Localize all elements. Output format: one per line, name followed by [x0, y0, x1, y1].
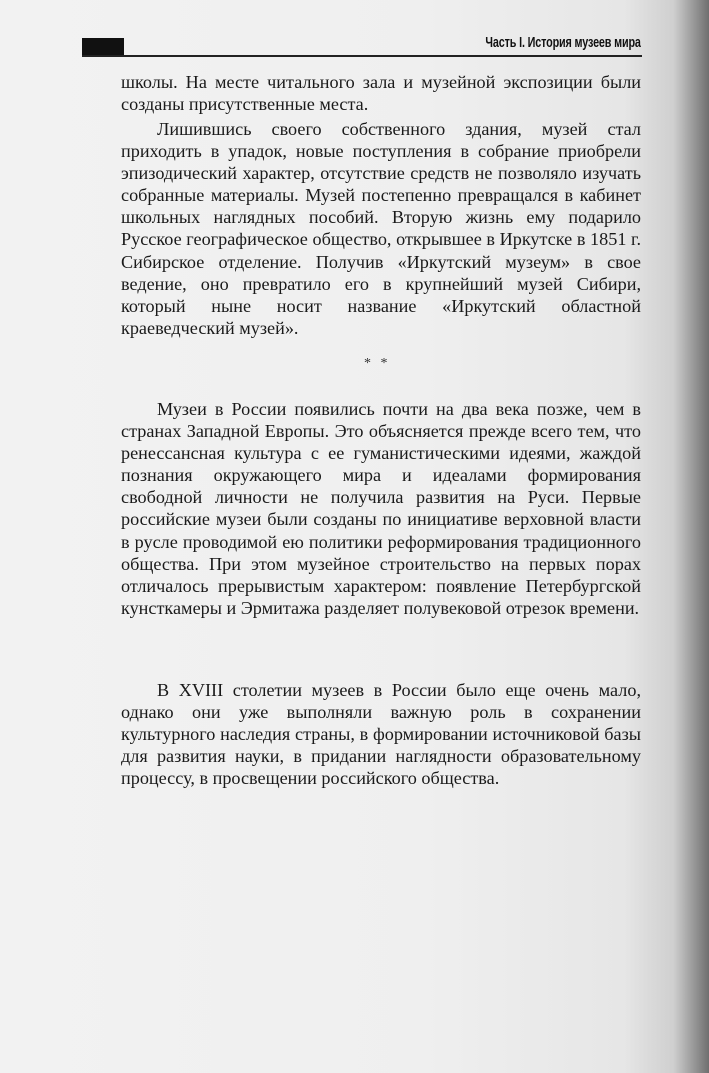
text-block-3 [121, 398, 641, 619]
paragraph-1: школы. На месте читального зала и музейной экспозиции были созданы присутственные места. [121, 72, 641, 115]
text-block-1 [121, 71, 641, 115]
paragraph-2: Лишившись своего собственного здания, музей стал приходить в упадок, новые поступления в собрание приобрели эпизодический характер, отсутствие средств не позволяло изучать собранные материалы. Музей постепенно превращался в кабинет школьных наглядных пособий. Вторую жизнь ему подарило Русское географическое общество, открывшее в Иркутске в 1851 г. Сибирское отделение. Получив «Иркутский музеум» в свое ведение, оно превратило его в крупнейший музей Сибири, который ныне носит название «Иркутский областной краеведческий музей». [121, 119, 641, 338]
text-block-2 [121, 118, 641, 339]
text-block-4 [121, 679, 641, 789]
running-head: Часть I. История музеев мира [485, 34, 641, 51]
section-separator: * * [364, 356, 391, 371]
paragraph-4: В XVIII столетии музеев в России было еще очень мало, однако они уже выполняли важную роль в сохранении культурного наследия страны, в формировании источниковой базы для развития науки, в придании наглядности образовательному процессу, в просвещении российского общества. [121, 680, 641, 789]
header-rule [82, 55, 642, 57]
paragraph-3: Музеи в России появились почти на два века позже, чем в странах Западной Европы. Это объясняется прежде всего тем, что ренессансная культура с ее гуманистическими идеями, жаждой познания окружающего мира и идеалами формирования свободной личности не получила развития на Руси. Первые российские музеи были созданы по инициативе верховной власти в русле проводимой ею политики реформирования традиционного общества. При этом музейное строительство на первых порах отличалось прерывистым характером: появление Петербургской кунсткамеры и Эрмитажа разделяет полувековой отрезок времени. [121, 399, 641, 618]
